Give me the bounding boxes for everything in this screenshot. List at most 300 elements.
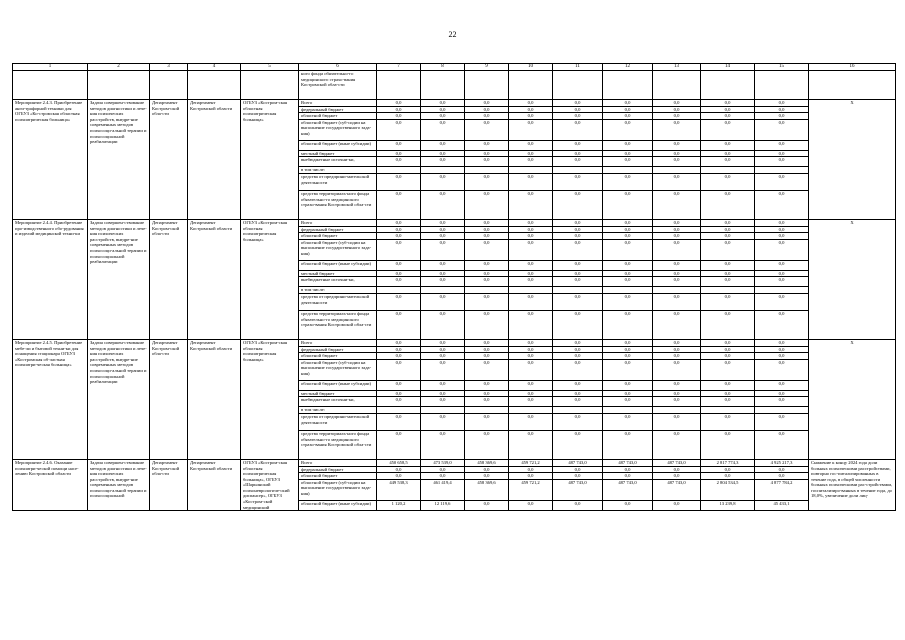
amount-cell: 458 369,6 (465, 479, 509, 500)
amount-cell: 0,0 (509, 270, 553, 277)
amount-cell: 0,0 (553, 219, 603, 226)
amount-cell: 0,0 (603, 119, 653, 140)
amount-cell (603, 407, 653, 414)
amount-cell: 0,0 (421, 150, 465, 157)
amount-cell: 0,0 (509, 190, 553, 219)
amount-cell: 0,0 (509, 466, 553, 473)
amount-cell: 0,0 (509, 339, 553, 346)
amount-cell: 0,0 (509, 106, 553, 113)
amount-cell: 0,0 (377, 430, 421, 459)
column-header: 10 (509, 64, 553, 71)
amount-cell: 0,0 (653, 430, 701, 459)
amount-cell: 0,0 (553, 390, 603, 397)
amount-cell: 0,0 (603, 190, 653, 219)
amount-cell: 0,0 (653, 219, 701, 226)
amount-cell: 0,0 (509, 430, 553, 459)
amount-cell: 0,0 (701, 190, 755, 219)
amount-cell: 0,0 (653, 100, 701, 107)
column-header: 15 (755, 64, 809, 71)
amount-cell: 0,0 (603, 150, 653, 157)
funding-source-label: областной бюджет (299, 233, 377, 240)
measure-task: Задача совершен-ствование методов диагностики и лече-ния психических расстройств, внедре-ние современных методов психосоци-альной терапии и психосоциальной реабилитации (88, 100, 150, 220)
funding-source-label: областной бюджет (299, 473, 377, 480)
column-header: 9 (465, 64, 509, 71)
column-header: 12 (603, 64, 653, 71)
amount-cell: 0,0 (603, 310, 653, 339)
funding-source-label: областной бюджет (суб-сидии на выполнение государственного зада-ния) (299, 239, 377, 260)
measure-title: Мероприятие 2.4.4. Приобретение про-изводственного обо-рудования и изделий медицинской техни-ки (13, 219, 88, 339)
amount-cell: 0,0 (465, 293, 509, 310)
amount-cell: 0,0 (755, 150, 809, 157)
amount-cell: 0,0 (603, 100, 653, 107)
amount-cell: 0,0 (755, 346, 809, 353)
amount-cell (377, 167, 421, 174)
amount-cell: 0,0 (377, 100, 421, 107)
amount-cell: 0,0 (755, 353, 809, 360)
amount-cell: 13 239,8 (701, 501, 755, 511)
measure-title: Мероприятие 2.4.6. Оказание психиатри-ческой помощи насе-лению Костромской области (13, 459, 88, 510)
amount-cell: 0,0 (465, 430, 509, 459)
amount-cell: 0,0 (465, 157, 509, 167)
amount-cell: 0,0 (653, 501, 701, 511)
amount-cell: 0,0 (701, 150, 755, 157)
amount-cell: 0,0 (653, 119, 701, 140)
amount-cell: 0,0 (653, 380, 701, 390)
funding-source-label: федеральный бюджет (299, 466, 377, 473)
amount-cell (755, 287, 809, 294)
amount-cell: 0,0 (509, 390, 553, 397)
amount-cell: 0,0 (553, 260, 603, 270)
column-header: 8 (421, 64, 465, 71)
amount-cell: 0,0 (603, 226, 653, 233)
amount-cell: 0,0 (465, 390, 509, 397)
amount-cell: 0,0 (421, 346, 465, 353)
amount-cell: 0,0 (755, 293, 809, 310)
amount-cell: 0,0 (653, 277, 701, 287)
amount-cell: 0,0 (509, 353, 553, 360)
measure-title: Мероприятие 2.4.3. Приобретение анги-трафорной техники для ОГБУЗ «Ко-стромская областная психиатрическая больница» (13, 100, 88, 220)
amount-cell: 0,0 (509, 239, 553, 260)
amount-cell: 0,0 (421, 219, 465, 226)
amount-cell: 0,0 (377, 277, 421, 287)
amount-cell: 0,0 (553, 430, 603, 459)
amount-cell: 0,0 (603, 260, 653, 270)
amount-cell: 0,0 (755, 140, 809, 150)
measure-responsible: Департамент Костром-ской обла-сти (150, 339, 188, 459)
amount-cell: 0,0 (509, 140, 553, 150)
amount-cell: 0,0 (603, 466, 653, 473)
amount-cell: 0,0 (553, 397, 603, 407)
amount-cell: 0,0 (553, 106, 603, 113)
funding-source-label: областной бюджет (иные субсидии) (299, 140, 377, 150)
amount-cell: 0,0 (509, 473, 553, 480)
amount-cell: 0,0 (553, 119, 603, 140)
amount-cell: 0,0 (465, 413, 509, 430)
amount-cell: 0,0 (603, 293, 653, 310)
amount-cell: 0,0 (377, 239, 421, 260)
amount-cell: 0,0 (421, 277, 465, 287)
amount-cell: 0,0 (653, 140, 701, 150)
amount-cell: 0,0 (553, 140, 603, 150)
amount-cell: 0,0 (603, 413, 653, 430)
amount-cell: 0,0 (755, 226, 809, 233)
measure-task: Задача совершен-ствование методов диагностики и лече-ния психических расстройств, внедре-ние современных методов психосоци-альной терапии и психосоциальной реабилитации (88, 219, 150, 339)
amount-cell (653, 407, 701, 414)
amount-cell: 0,0 (755, 260, 809, 270)
amount-cell: 0,0 (509, 100, 553, 107)
amount-cell: 0,0 (421, 359, 465, 380)
amount-cell (421, 287, 465, 294)
amount-cell: 0,0 (653, 157, 701, 167)
funding-source-label: средства территориаль-ного фонда обязательно-го медицинского страхо-вания Костромской обла-сти (299, 430, 377, 459)
amount-cell: 0,0 (653, 390, 701, 397)
amount-cell: 487 743,0 (603, 479, 653, 500)
amount-cell: 449 538,3 (377, 479, 421, 500)
funding-source-label: областной бюджет (иные субсидии) (299, 501, 377, 511)
amount-cell (553, 287, 603, 294)
amount-cell: 0,0 (377, 190, 421, 219)
amount-cell: 0,0 (421, 100, 465, 107)
amount-cell: 0,0 (755, 233, 809, 240)
amount-cell: 0,0 (421, 293, 465, 310)
amount-cell: 0,0 (603, 113, 653, 120)
amount-cell: 0,0 (509, 219, 553, 226)
amount-cell: 0,0 (421, 270, 465, 277)
amount-cell: 2 817 774,3 (701, 459, 755, 466)
amount-cell: 0,0 (553, 413, 603, 430)
amount-cell: 0,0 (553, 157, 603, 167)
amount-cell: 0,0 (465, 466, 509, 473)
amount-cell (377, 407, 421, 414)
amount-cell: 0,0 (421, 397, 465, 407)
amount-cell: 0,0 (465, 353, 509, 360)
measure-executor: Департамент Костромской области (188, 219, 241, 339)
amount-cell: 0,0 (653, 106, 701, 113)
amount-cell: 0,0 (377, 140, 421, 150)
amount-cell: 0,0 (553, 310, 603, 339)
amount-cell (465, 167, 509, 174)
amount-cell: 0,0 (465, 233, 509, 240)
amount-cell: 0,0 (701, 233, 755, 240)
funding-source-label: областной бюджет (суб-сидии на выполнение государственного зада-ния) (299, 119, 377, 140)
amount-cell: 0,0 (553, 501, 603, 511)
amount-cell (755, 167, 809, 174)
funding-source-label: Всего (299, 219, 377, 226)
amount-cell: 0,0 (653, 293, 701, 310)
amount-cell (553, 407, 603, 414)
amount-cell: 0,0 (465, 260, 509, 270)
amount-cell: 0,0 (755, 339, 809, 346)
amount-cell: 459 721,2 (509, 479, 553, 500)
amount-cell: 0,0 (701, 466, 755, 473)
amount-cell: 0,0 (603, 473, 653, 480)
amount-cell: 0,0 (553, 226, 603, 233)
amount-cell (701, 287, 755, 294)
amount-cell: 0,0 (755, 219, 809, 226)
amount-cell: 0,0 (421, 239, 465, 260)
amount-cell: 0,0 (553, 100, 603, 107)
expected-result: Снижение к концу 2024 года доли больных психическими расстройствами, повторно гос-питализированных в течение года, в общей численности больных психическими рас-стройствами, госпитализиро-ванных в течение года, до 18,0%, увеличение доли лиц- (809, 459, 896, 510)
funding-source-label: средства от предприни-мательской деятельности (299, 293, 377, 310)
amount-cell: 0,0 (553, 339, 603, 346)
funding-source-label: областной бюджет (суб-сидии на выполнение государственного зада-ния) (299, 479, 377, 500)
amount-cell: 0,0 (377, 397, 421, 407)
funding-source-label: Всего (299, 459, 377, 466)
amount-cell: 487 743,0 (553, 479, 603, 500)
funding-source-label: федеральный бюджет (299, 346, 377, 353)
amount-cell: 0,0 (509, 173, 553, 190)
amount-cell: 0,0 (701, 390, 755, 397)
amount-cell: 0,0 (377, 390, 421, 397)
measure-task: Задача совершен-ствование методов диагностики и лече-ния психических расстройств, внедре-ние современных методов психосоци-альной терапии и психосоциальной реабилитации (88, 339, 150, 459)
column-header: 11 (553, 64, 603, 71)
amount-cell: 0,0 (553, 150, 603, 157)
amount-cell (421, 407, 465, 414)
amount-cell: 0,0 (603, 239, 653, 260)
funding-source-label: средства от предприни-мательской деятельности (299, 413, 377, 430)
amount-cell: 0,0 (509, 113, 553, 120)
amount-cell: 0,0 (421, 113, 465, 120)
funding-source-label: областной бюджет (299, 113, 377, 120)
amount-cell: 0,0 (465, 346, 509, 353)
amount-cell: 0,0 (603, 140, 653, 150)
amount-cell: 0,0 (553, 473, 603, 480)
amount-cell: 0,0 (509, 359, 553, 380)
amount-cell: 0,0 (653, 473, 701, 480)
amount-cell: 0,0 (377, 473, 421, 480)
amount-cell: 0,0 (421, 260, 465, 270)
amount-cell: 0,0 (509, 501, 553, 511)
amount-cell: 0,0 (377, 359, 421, 380)
amount-cell: 0,0 (755, 119, 809, 140)
amount-cell: 0,0 (465, 310, 509, 339)
amount-cell: 0,0 (755, 390, 809, 397)
amount-cell: 0,0 (377, 353, 421, 360)
amount-cell: 0,0 (553, 173, 603, 190)
amount-cell (509, 287, 553, 294)
amount-cell (755, 407, 809, 414)
amount-cell: 0,0 (701, 397, 755, 407)
funding-source-label: средства территориаль-ного фонда обязательно-го медицинского страхо-вания Костромской обла-сти (299, 190, 377, 219)
amount-cell: 450 658,5 (377, 459, 421, 466)
funding-source-label: внебюджетные источни-ки, (299, 397, 377, 407)
amount-cell: 0,0 (553, 380, 603, 390)
amount-cell: 0,0 (465, 270, 509, 277)
amount-cell: 0,0 (465, 226, 509, 233)
amount-cell: 0,0 (653, 190, 701, 219)
amount-cell: 0,0 (701, 260, 755, 270)
amount-cell: 0,0 (421, 226, 465, 233)
amount-cell: 0,0 (755, 173, 809, 190)
column-header: 2 (88, 64, 150, 71)
column-header: 1 (13, 64, 88, 71)
amount-cell: 0,0 (603, 390, 653, 397)
amount-cell: 0,0 (755, 270, 809, 277)
measure-task: Задача совершен-ствование методов диагностики и лече-ния психических расстройств, внедре-ние современных методов психосоци-альной терапии и психосоциальной (88, 459, 150, 510)
amount-cell: 0,0 (509, 157, 553, 167)
amount-cell: 0,0 (465, 397, 509, 407)
carryover-row (13, 71, 896, 100)
funding-source-label: Всего (299, 339, 377, 346)
amount-cell: 0,0 (701, 310, 755, 339)
amount-cell: 0,0 (377, 150, 421, 157)
amount-cell (653, 287, 701, 294)
amount-cell: 0,0 (755, 113, 809, 120)
amount-cell: 0,0 (755, 430, 809, 459)
measure-institution: ОГБУЗ «Костром-ская областная психиатрическая больница» (241, 100, 299, 220)
amount-cell: 0,0 (421, 310, 465, 339)
page-number: 22 (448, 30, 457, 39)
amount-cell: 0,0 (553, 270, 603, 277)
amount-cell: 0,0 (553, 353, 603, 360)
amount-cell: 0,0 (653, 339, 701, 346)
amount-cell: 0,0 (701, 157, 755, 167)
amount-cell: 0,0 (509, 277, 553, 287)
table-row (13, 459, 896, 466)
amount-cell: 0,0 (653, 150, 701, 157)
amount-cell: 0,0 (377, 293, 421, 310)
amount-cell: 0,0 (755, 397, 809, 407)
amount-cell: 0,0 (509, 397, 553, 407)
amount-cell: 0,0 (377, 413, 421, 430)
measure-executor: Департамент Костромской области (188, 100, 241, 220)
funding-source-label: в том числе: (299, 407, 377, 414)
amount-cell: 0,0 (465, 113, 509, 120)
amount-cell: 0,0 (377, 233, 421, 240)
amount-cell: 0,0 (377, 173, 421, 190)
amount-cell: 0,0 (465, 239, 509, 260)
amount-cell: 0,0 (701, 293, 755, 310)
funding-source-label: федеральный бюджет (299, 106, 377, 113)
amount-cell: 1 120,2 (377, 501, 421, 511)
amount-cell: 0,0 (509, 380, 553, 390)
amount-cell: 0,0 (553, 359, 603, 380)
amount-cell: 0,0 (465, 173, 509, 190)
amount-cell: 0,0 (421, 353, 465, 360)
amount-cell: 0,0 (603, 359, 653, 380)
amount-cell: 0,0 (653, 113, 701, 120)
amount-cell: 0,0 (421, 466, 465, 473)
amount-cell: 0,0 (509, 293, 553, 310)
amount-cell: 0,0 (653, 233, 701, 240)
amount-cell: 0,0 (421, 140, 465, 150)
measure-responsible: Департамент Костром-ской обла-сти (150, 459, 188, 510)
amount-cell: 0,0 (603, 339, 653, 346)
amount-cell: 0,0 (701, 239, 755, 260)
amount-cell: 0,0 (421, 339, 465, 346)
amount-cell: 487 743,0 (653, 459, 701, 466)
amount-cell: 0,0 (603, 219, 653, 226)
amount-cell (509, 407, 553, 414)
amount-cell: 0,0 (653, 359, 701, 380)
amount-cell: 458 369,6 (465, 459, 509, 466)
amount-cell (421, 167, 465, 174)
amount-cell: 0,0 (755, 190, 809, 219)
measure-title: Мероприятие 2.4.5. Приобретение мебе-ли и бытовой техни-ки для оснащения стационара ОГБУЗ «Костромская об-ластная психиатри-ческая больница» (13, 339, 88, 459)
amount-cell: 0,0 (603, 353, 653, 360)
amount-cell (465, 407, 509, 414)
amount-cell: 0,0 (509, 150, 553, 157)
amount-cell: 0,0 (755, 157, 809, 167)
amount-cell: 45 433,1 (755, 501, 809, 511)
amount-cell: 0,0 (553, 293, 603, 310)
amount-cell: 4 877 784,2 (755, 479, 809, 500)
amount-cell: 0,0 (509, 413, 553, 430)
amount-cell: 0,0 (603, 277, 653, 287)
amount-cell: 0,0 (465, 100, 509, 107)
amount-cell: 0,0 (421, 106, 465, 113)
amount-cell: 487 743,0 (553, 459, 603, 466)
column-header: 3 (150, 64, 188, 71)
amount-cell: 0,0 (701, 380, 755, 390)
amount-cell: 0,0 (465, 359, 509, 380)
amount-cell: 0,0 (653, 226, 701, 233)
amount-cell: 0,0 (755, 473, 809, 480)
funding-source-label: местный бюджет (299, 150, 377, 157)
amount-cell (553, 167, 603, 174)
amount-cell: 0,0 (701, 359, 755, 380)
amount-cell: 0,0 (421, 473, 465, 480)
amount-cell: 0,0 (653, 353, 701, 360)
amount-cell: 0,0 (421, 430, 465, 459)
carryover-source-label: ного фонда обязательно-го медицинского страхо-вания Костромской обла-сти (299, 71, 377, 100)
amount-cell: 0,0 (421, 380, 465, 390)
amount-cell: 473 539,0 (421, 459, 465, 466)
amount-cell: 0,0 (421, 190, 465, 219)
amount-cell: 0,0 (553, 466, 603, 473)
amount-cell: 0,0 (465, 277, 509, 287)
amount-cell: 0,0 (701, 219, 755, 226)
amount-cell: 487 743,0 (603, 459, 653, 466)
amount-cell: 0,0 (465, 106, 509, 113)
amount-cell: 0,0 (701, 119, 755, 140)
amount-cell: 0,0 (377, 346, 421, 353)
amount-cell: 487 743,0 (653, 479, 701, 500)
amount-cell: 0,0 (755, 359, 809, 380)
amount-cell: 0,0 (653, 239, 701, 260)
column-header: 4 (188, 64, 241, 71)
amount-cell: 0,0 (755, 413, 809, 430)
amount-cell: 0,0 (603, 233, 653, 240)
funding-source-label: федеральный бюджет (299, 226, 377, 233)
funding-source-label: местный бюджет (299, 270, 377, 277)
amount-cell: 0,0 (701, 339, 755, 346)
amount-cell: 0,0 (421, 390, 465, 397)
measure-institution: ОГБУЗ «Костром-ская областная психиатрическая больница» (241, 219, 299, 339)
amount-cell: 0,0 (509, 119, 553, 140)
amount-cell: 0,0 (553, 113, 603, 120)
amount-cell: 0,0 (653, 173, 701, 190)
amount-cell: 459 721,2 (509, 459, 553, 466)
amount-cell: 0,0 (553, 239, 603, 260)
column-header: 5 (241, 64, 299, 71)
amount-cell: 0,0 (377, 270, 421, 277)
amount-cell: 0,0 (653, 346, 701, 353)
funding-source-label: областной бюджет (суб-сидии на выполнение государственного зада-ния) (299, 359, 377, 380)
column-number-header-row (13, 64, 896, 71)
amount-cell: 0,0 (701, 473, 755, 480)
amount-cell: 0,0 (377, 113, 421, 120)
amount-cell: 0,0 (701, 413, 755, 430)
amount-cell: 0,0 (509, 226, 553, 233)
amount-cell (653, 167, 701, 174)
amount-cell: 0,0 (509, 233, 553, 240)
funding-source-label: средства территориаль-ного фонда обязательно-го медицинского страхо-вания Костромской обла-сти (299, 310, 377, 339)
amount-cell: 461 419,4 (421, 479, 465, 500)
amount-cell: 0,0 (465, 219, 509, 226)
amount-cell: 0,0 (421, 173, 465, 190)
amount-cell: 0,0 (755, 239, 809, 260)
